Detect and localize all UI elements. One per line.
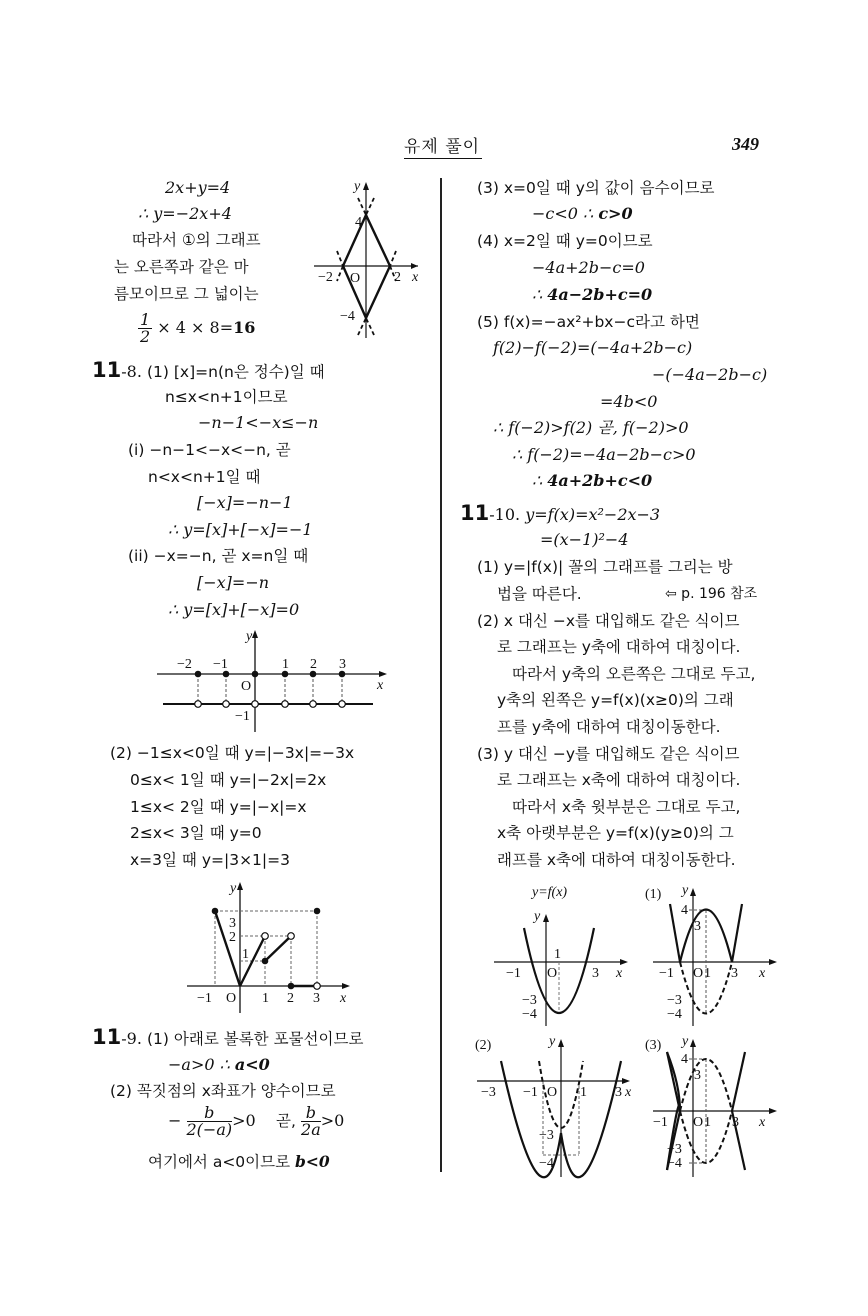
- equation-line: ∴ 4a+2b+c<0: [532, 471, 653, 490]
- problem-11-9-header: 11-9. (1) 아래로 볼록한 포물선이므로: [92, 1025, 364, 1049]
- svg-text:y: y: [230, 881, 237, 896]
- svg-text:−1: −1: [235, 709, 250, 724]
- rhombus-graph: [310, 178, 430, 338]
- svg-text:−4: −4: [522, 1007, 537, 1022]
- equation-line: ∴ f(−2)>f(2) 곧, f(−2)>0: [493, 418, 689, 437]
- text-line: (4) x=2일 때 y=0이므로: [477, 232, 653, 250]
- parabola-graph-2: [475, 1035, 640, 1180]
- text-line: 따라서 x축 윗부분은 그대로 두고,: [512, 798, 741, 816]
- svg-text:(3): (3): [645, 1038, 662, 1053]
- svg-text:4: 4: [355, 215, 362, 230]
- text-line: 1≤x< 2일 때 y=|−x|=x: [130, 798, 307, 816]
- equation-line: ∴ y=[x]+[−x]=0: [168, 600, 300, 619]
- text-line: 2≤x< 3일 때 y=0: [130, 824, 262, 842]
- svg-text:2: 2: [287, 991, 294, 1006]
- svg-text:O: O: [547, 966, 558, 981]
- problem-11-8-header: 11-8. (1) [x]=n(n은 정수)일 때: [92, 358, 325, 382]
- svg-text:1: 1: [242, 947, 249, 962]
- svg-text:−3: −3: [667, 993, 682, 1008]
- svg-text:3: 3: [731, 966, 738, 981]
- text-line: (i) −n−1<−x<−n, 곧: [128, 441, 291, 459]
- svg-text:x: x: [377, 678, 384, 693]
- text-line: (3) y 대신 −y를 대입해도 같은 식이므: [477, 745, 740, 763]
- page-reference: ⇦ p. 196 참조: [665, 586, 758, 602]
- text-line: 법을 따른다.: [497, 585, 582, 603]
- section-title: 유제 풀이: [404, 132, 482, 159]
- svg-text:(1): (1): [645, 887, 662, 902]
- text-line: (ii) −x=−n, 곧 x=n일 때: [128, 547, 309, 565]
- svg-text:1: 1: [704, 966, 711, 981]
- equation-line: −a>0 ∴ a<0: [168, 1055, 270, 1074]
- svg-text:4: 4: [681, 1052, 688, 1067]
- equation-line: ∴ y=[x]+[−x]=−1: [168, 520, 313, 539]
- svg-text:−1: −1: [653, 1115, 668, 1130]
- fraction: $\frac{b}{2(-a)}$: [186, 1103, 233, 1139]
- text-line: (2) x 대신 −x를 대입해도 같은 식이므: [477, 612, 740, 630]
- svg-text:−4: −4: [667, 1156, 682, 1171]
- equation-line: −4a+2b−c=0: [532, 258, 645, 277]
- svg-text:3: 3: [313, 991, 320, 1006]
- svg-text:O: O: [693, 966, 704, 981]
- svg-text:−3: −3: [539, 1128, 554, 1143]
- text-line: 따라서 ①의 그래프: [132, 231, 261, 249]
- equation-line: ∴ 4a−2b+c=0: [532, 285, 653, 304]
- text-line: 로 그래프는 x축에 대하여 대칭이다.: [497, 771, 741, 789]
- text-line: x=3일 때 y=|3×1|=3: [130, 851, 290, 869]
- svg-text:y: y: [549, 1034, 556, 1049]
- svg-text:−1: −1: [659, 966, 674, 981]
- svg-text:x: x: [616, 966, 623, 981]
- svg-text:O: O: [226, 991, 237, 1006]
- text-line: x축 아랫부분은 y=f(x)(y≥0)의 그: [497, 824, 734, 842]
- svg-text:−2: −2: [318, 270, 333, 285]
- svg-text:3: 3: [732, 1115, 739, 1130]
- fraction-line: − $\frac{b}{2(-a)}$ >0 곧, $\frac{b}{2a}$ >0: [168, 1103, 345, 1139]
- fraction: $\frac{b}{2a}$: [301, 1103, 321, 1139]
- text-line: 래프를 x축에 대하여 대칭이동한다.: [497, 851, 736, 869]
- svg-text:2: 2: [310, 657, 317, 672]
- svg-text:3: 3: [229, 916, 236, 931]
- text-line: 름모이므로 그 넓이는: [114, 285, 259, 303]
- svg-text:−4: −4: [667, 1007, 682, 1022]
- svg-text:O: O: [547, 1085, 558, 1100]
- equation-line: [−x]=−n−1: [197, 493, 293, 512]
- svg-text:−1: −1: [213, 657, 228, 672]
- svg-text:1: 1: [282, 657, 289, 672]
- equation-line: f(2)−f(−2)=(−4a+2b−c): [493, 338, 693, 357]
- text-line: (2) 꼭짓점의 x좌표가 양수이므로: [110, 1082, 336, 1100]
- text-line: 로 그래프는 y축에 대하여 대칭이다.: [497, 638, 741, 656]
- svg-text:(2): (2): [475, 1038, 492, 1053]
- page-number: 349: [732, 134, 759, 154]
- svg-text:1: 1: [704, 1115, 711, 1130]
- equation-line: −c<0 ∴ c>0: [532, 204, 633, 223]
- svg-text:−3: −3: [667, 1142, 682, 1157]
- svg-text:y: y: [682, 1034, 689, 1049]
- svg-text:2: 2: [229, 930, 236, 945]
- text-line: 프를 y축에 대하여 대칭이동한다.: [497, 718, 721, 736]
- svg-text:1: 1: [580, 1085, 587, 1100]
- parabola-graph-original: [492, 880, 632, 1030]
- svg-text:x: x: [340, 991, 347, 1006]
- svg-text:−1: −1: [523, 1085, 538, 1100]
- equation-line: =(x−1)²−4: [540, 530, 629, 549]
- text-line: n<x<n+1일 때: [148, 468, 261, 486]
- parabola-graph-3: [645, 1035, 785, 1180]
- text-line: n≤x<n+1이므로: [165, 388, 288, 406]
- equation-line: −n−1<−x≤−n: [198, 413, 319, 432]
- text-line: y축의 왼쪽은 y=f(x)(x≥0)의 그래: [497, 691, 734, 709]
- svg-text:1: 1: [262, 991, 269, 1006]
- svg-text:x: x: [759, 966, 766, 981]
- text-line: 는 오른쪽과 같은 마: [114, 258, 249, 276]
- svg-text:3: 3: [694, 1068, 701, 1083]
- svg-text:y: y: [354, 179, 361, 194]
- piecewise-graph: [185, 878, 360, 1013]
- svg-text:1: 1: [554, 947, 561, 962]
- text-line: 따라서 y축의 오른쪽은 그대로 두고,: [512, 665, 756, 683]
- svg-text:x: x: [759, 1115, 766, 1130]
- floor-graph: [155, 628, 390, 733]
- svg-text:−1: −1: [197, 991, 212, 1006]
- svg-text:−1: −1: [506, 966, 521, 981]
- svg-text:−2: −2: [177, 657, 192, 672]
- text-line: 여기에서 a<0이므로 b<0: [148, 1152, 330, 1171]
- svg-text:O: O: [350, 271, 361, 286]
- svg-text:3: 3: [339, 657, 346, 672]
- equation-line: =4b<0: [600, 392, 658, 411]
- svg-text:x: x: [625, 1085, 632, 1100]
- svg-text:3: 3: [694, 919, 701, 934]
- equation-line: ∴ y=−2x+4: [138, 204, 232, 223]
- equation-line: [−x]=−n: [197, 573, 270, 592]
- parabola-graph-1: [645, 880, 785, 1030]
- svg-text:3: 3: [615, 1085, 622, 1100]
- text-line: (3) x=0일 때 y의 값이 음수이므로: [477, 179, 715, 197]
- svg-text:x: x: [412, 270, 419, 285]
- svg-text:y: y: [246, 629, 253, 644]
- text-line: (2) −1≤x<0일 때 y=|−3x|=−3x: [110, 744, 355, 762]
- area-result: $\frac{1}{2}$ × 4 × 8=16: [140, 310, 256, 346]
- svg-text:4: 4: [681, 903, 688, 918]
- svg-text:−3: −3: [522, 993, 537, 1008]
- fraction: $\frac{1}{2}$: [140, 310, 151, 346]
- problem-11-10-header: 11-10. y=f(x)=x²−2x−3: [460, 501, 661, 525]
- svg-text:y: y: [682, 883, 689, 898]
- svg-text:y=f(x): y=f(x): [532, 885, 568, 900]
- svg-text:O: O: [693, 1115, 704, 1130]
- svg-text:−4: −4: [539, 1156, 554, 1171]
- text-line: (1) y=|f(x)| 꼴의 그래프를 그리는 방: [477, 558, 733, 576]
- svg-text:y: y: [534, 909, 541, 924]
- equation-line: 2x+y=4: [165, 178, 231, 197]
- equation-line: −(−4a−2b−c): [652, 365, 768, 384]
- svg-text:−4: −4: [340, 309, 355, 324]
- equation-line: ∴ f(−2)=−4a−2b−c>0: [512, 445, 696, 464]
- text-line: (5) f(x)=−ax²+bx−c라고 하면: [477, 313, 700, 331]
- svg-text:O: O: [241, 679, 252, 694]
- svg-text:2: 2: [394, 270, 401, 285]
- column-divider: [440, 178, 442, 1172]
- svg-text:3: 3: [592, 966, 599, 981]
- svg-text:−3: −3: [481, 1085, 496, 1100]
- text-line: 0≤x< 1일 때 y=|−2x|=2x: [130, 771, 327, 789]
